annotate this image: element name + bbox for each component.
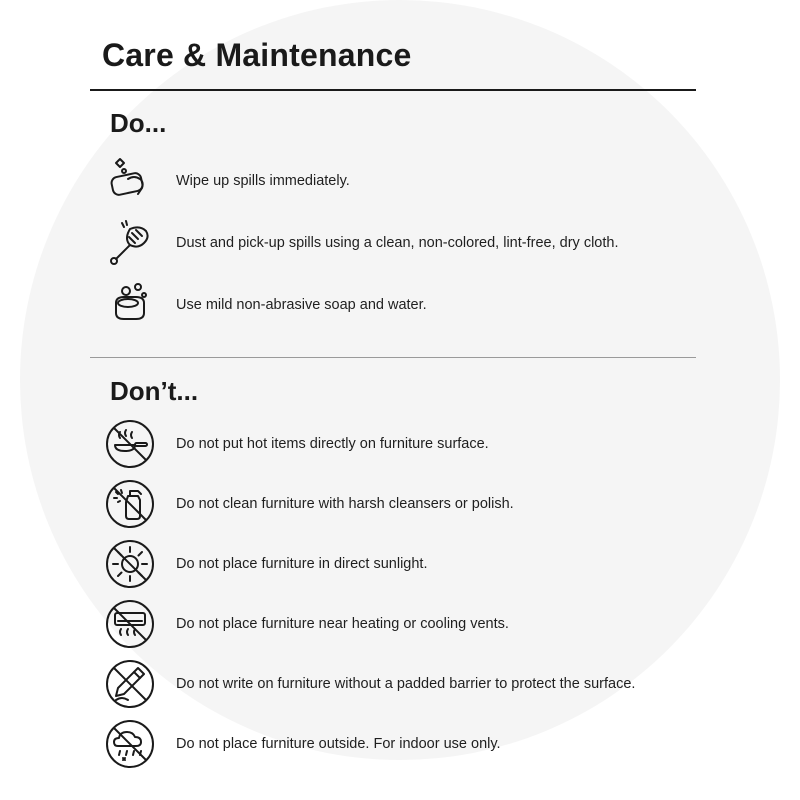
sponge-wipe-icon (104, 155, 156, 207)
dont-item-cleanser (100, 478, 700, 530)
no-hot-pan-icon (104, 418, 156, 470)
no-vent-icon (104, 598, 156, 650)
section-divider (90, 357, 696, 358)
no-pen-writing-icon (104, 658, 156, 710)
dont-item-outdoor (100, 718, 700, 770)
no-sunlight-icon (104, 538, 156, 590)
do-item-text: Wipe up spills immediately. (176, 173, 350, 189)
dont-item-text: Do not place furniture outside. For indoor use only. (176, 736, 501, 752)
do-item-dust (100, 217, 700, 269)
dont-item-writing (100, 658, 700, 710)
no-spray-cleaner-icon (104, 478, 156, 530)
dont-item-sunlight (100, 538, 700, 590)
dont-item-hot (100, 418, 700, 470)
page-title: Care & Maintenance (102, 37, 412, 73)
dont-item-text: Do not put hot items directly on furniture surface. (176, 436, 489, 452)
dont-item-text: Do not clean furniture with harsh cleansers or polish. (176, 496, 514, 512)
title-divider (90, 89, 696, 91)
do-heading: Do... (110, 108, 167, 138)
do-item-text: Dust and pick-up spills using a clean, non-colored, lint-free, dry cloth. (176, 235, 619, 251)
dont-heading: Don’t... (110, 376, 199, 406)
no-outdoor-weather-icon (104, 718, 156, 770)
soap-bubbles-icon (104, 279, 156, 331)
duster-icon (104, 217, 156, 269)
do-item-text: Use mild non-abrasive soap and water. (176, 297, 427, 313)
dont-item-text: Do not place furniture near heating or cooling vents. (176, 616, 509, 632)
do-item-wipe (100, 155, 700, 207)
dont-item-text: Do not place furniture in direct sunlight. (176, 556, 428, 572)
do-item-soap (100, 279, 700, 331)
dont-item-vents (100, 598, 700, 650)
dont-item-text: Do not write on furniture without a padded barrier to protect the surface. (176, 676, 636, 692)
